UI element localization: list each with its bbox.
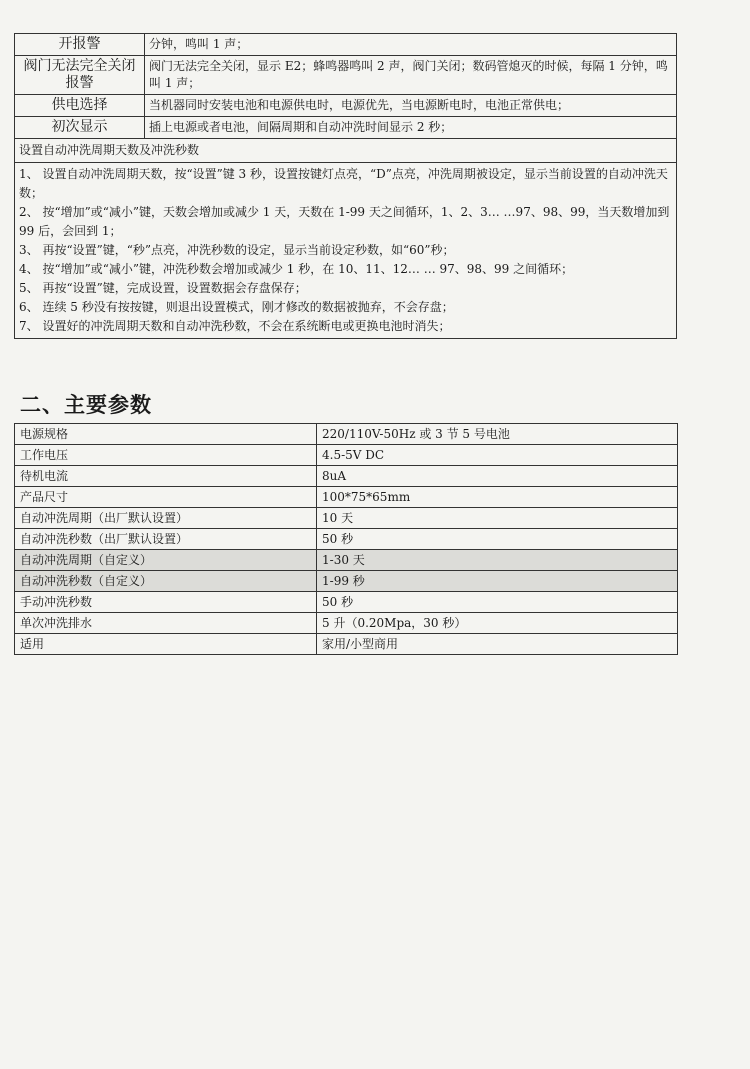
param-row (15, 571, 678, 592)
param-name: 自动冲洗秒数（自定义） (15, 571, 317, 592)
row-label: 初次显示 (15, 117, 145, 139)
table-row (15, 56, 677, 95)
step-item: 4、 按“增加”或“减小”键，冲洗秒数会增加或减少 1 秒，在 10、11、12… … 97、98、99 之间循环； (19, 262, 574, 276)
param-row (15, 592, 678, 613)
param-value: 100*75*65mm (317, 487, 678, 508)
param-name: 单次冲洗排水 (15, 613, 317, 634)
step-item: 7、 设置好的冲洗周期天数和自动冲洗秒数，不会在系统断电或更换电池时消失； (19, 319, 451, 333)
params-table (14, 423, 678, 655)
section-title: 设置自动冲洗周期天数及冲洗秒数 (15, 139, 677, 163)
param-row (15, 445, 678, 466)
param-value: 8uA (317, 466, 678, 487)
param-value: 4.5-5V DC (317, 445, 678, 466)
row-value: 阀门无法完全关闭，显示 E2；蜂鸣器鸣叫 2 声，阀门关闭；数码管熄灭的时候，每隔 1 分钟，鸣叫 1 声； (145, 56, 677, 95)
row-value: 当机器同时安装电池和电源供电时，电源优先，当电源断电时，电池正常供电； (145, 95, 677, 117)
step-item: 2、 按“增加”或“减小”键，天数会增加或减少 1 天，天数在 1-99 天之间循环，1、2、3… …97、98、99，当天数增加到 99 后，会回到 1； (19, 205, 670, 238)
row-value: 插上电源或者电池，间隔周期和自动冲洗时间显示 2 秒； (145, 117, 677, 139)
param-name: 产品尺寸 (15, 487, 317, 508)
row-label: 供电选择 (15, 95, 145, 117)
param-name: 待机电流 (15, 466, 317, 487)
feature-table (14, 33, 677, 339)
param-value: 1-99 秒 (317, 571, 678, 592)
param-value: 220/110V-50Hz 或 3 节 5 号电池 (317, 424, 678, 445)
param-value: 10 天 (317, 508, 678, 529)
param-row (15, 529, 678, 550)
table-row (15, 139, 677, 163)
param-row (15, 634, 678, 655)
param-name: 工作电压 (15, 445, 317, 466)
table-row (15, 163, 677, 339)
param-row (15, 424, 678, 445)
param-value: 5 升（0.20Mpa，30 秒） (317, 613, 678, 634)
param-name: 自动冲洗周期（出厂默认设置） (15, 508, 317, 529)
param-value: 家用/小型商用 (317, 634, 678, 655)
step-item: 6、 连续 5 秒没有按按键，则退出设置模式，刚才修改的数据被抛弃，不会存盘； (19, 300, 454, 314)
row-label: 阀门无法完全关闭报警 (15, 56, 145, 95)
param-name: 自动冲洗周期（自定义） (15, 550, 317, 571)
param-row (15, 613, 678, 634)
param-name: 手动冲洗秒数 (15, 592, 317, 613)
step-item: 5、 再按“设置”键，完成设置，设置数据会存盘保存； (19, 281, 307, 295)
step-item: 3、 再按“设置”键，“秒”点亮，冲洗秒数的设定，显示当前设定秒数，如“60”秒； (19, 243, 455, 257)
param-name: 适用 (15, 634, 317, 655)
setup-steps (15, 163, 677, 339)
param-name: 电源规格 (15, 424, 317, 445)
param-value: 50 秒 (317, 529, 678, 550)
table-row (15, 117, 677, 139)
param-row (15, 466, 678, 487)
param-row (15, 550, 678, 571)
row-value: 分钟，鸣叫 1 声； (145, 34, 677, 56)
row-label: 开报警 (15, 34, 145, 56)
param-name: 自动冲洗秒数（出厂默认设置） (15, 529, 317, 550)
section-heading: 二、主要参数 (20, 393, 152, 417)
param-value: 1-30 天 (317, 550, 678, 571)
step-item: 1、 设置自动冲洗周期天数，按“设置”键 3 秒，设置按键灯点亮，“D”点亮，冲洗周期被设定，显示当前设置的自动冲洗天数； (19, 167, 668, 200)
table-row (15, 95, 677, 117)
table-row (15, 34, 677, 56)
param-row (15, 487, 678, 508)
param-row (15, 508, 678, 529)
param-value: 50 秒 (317, 592, 678, 613)
